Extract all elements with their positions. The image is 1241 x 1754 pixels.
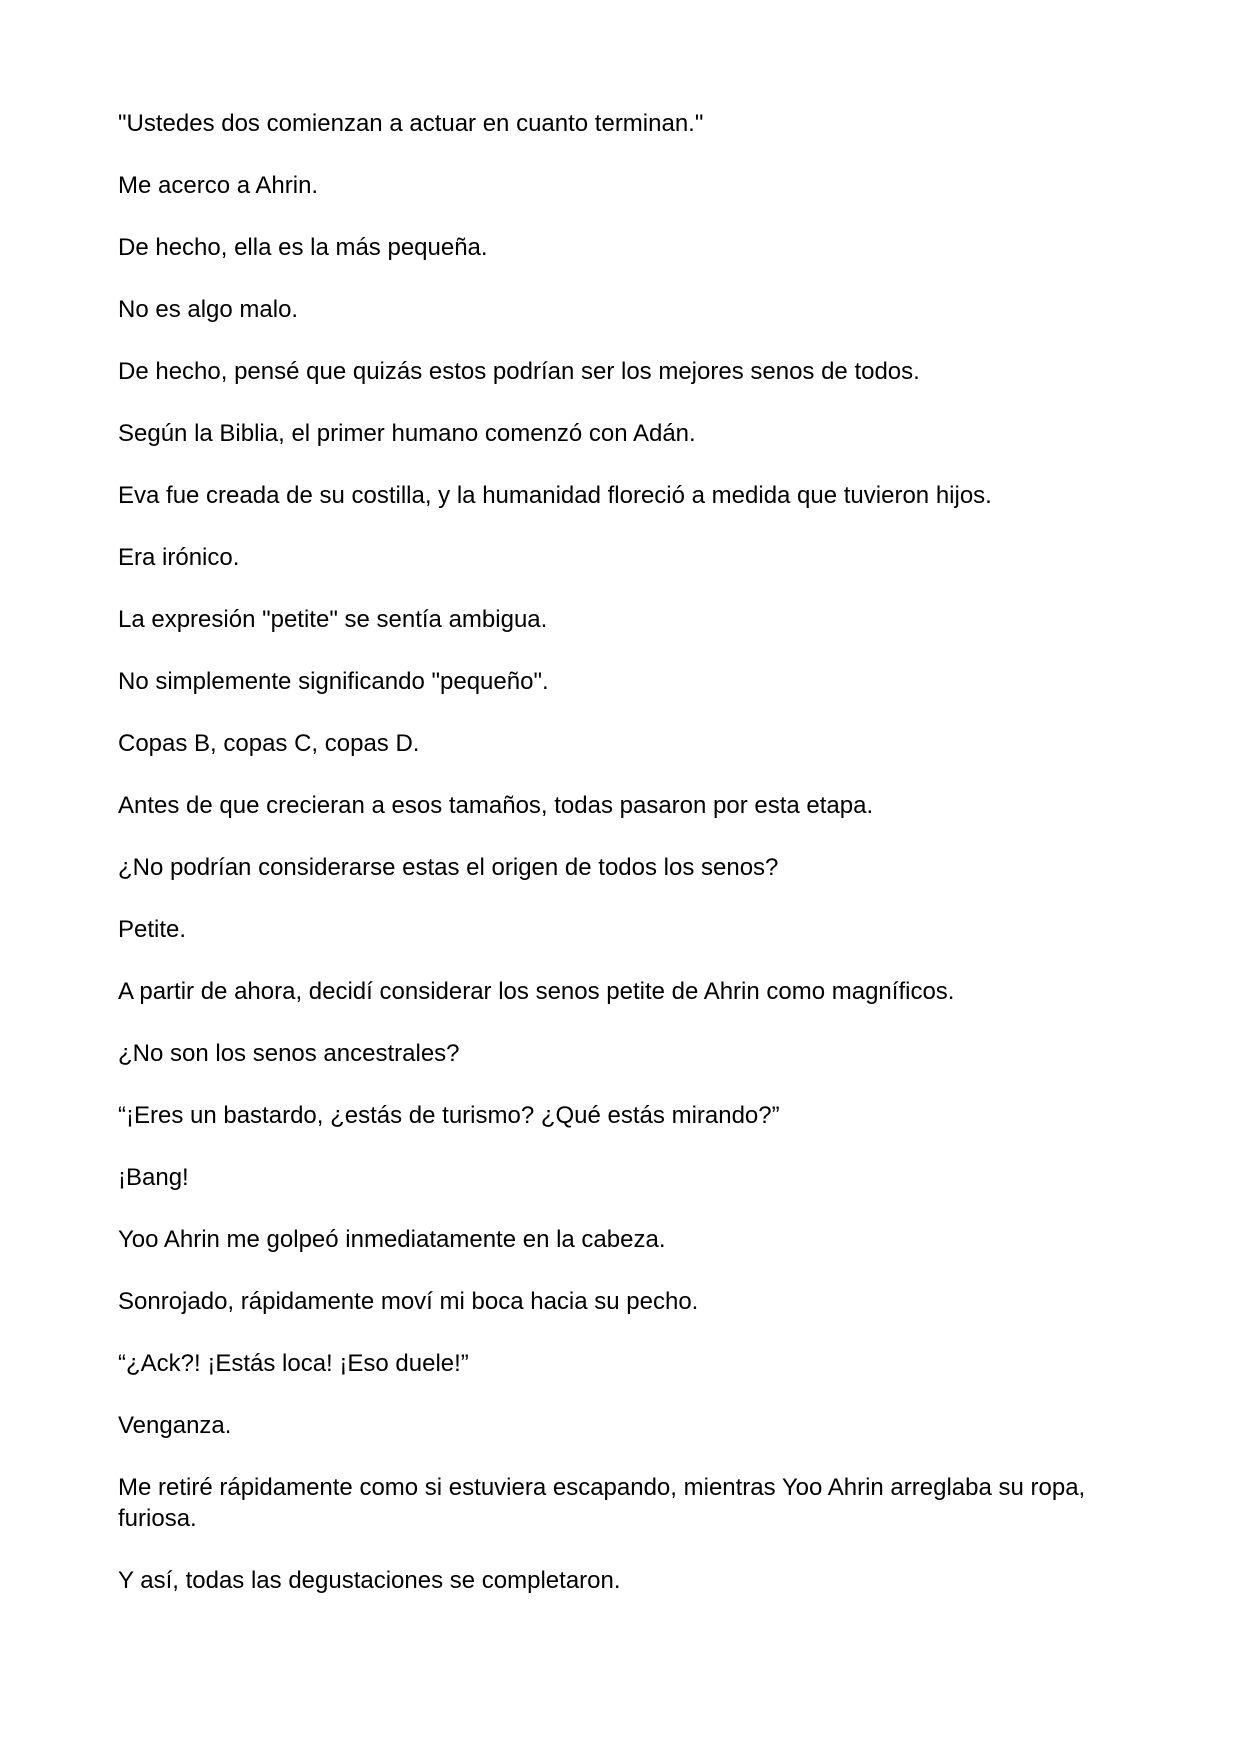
paragraph: De hecho, pensé que quizás estos podrían ser los mejores senos de todos.: [118, 358, 920, 385]
paragraph: A partir de ahora, decidí considerar los senos petite de Ahrin como magníficos.: [118, 978, 955, 1005]
paragraph: No simplemente significando "pequeño".: [118, 668, 549, 695]
document-body: [118, 108, 1128, 1596]
paragraph: La expresión "petite" se sentía ambigua.: [118, 606, 548, 633]
paragraph: No es algo malo.: [118, 296, 299, 323]
paragraph: Eva fue creada de su costilla, y la humanidad floreció a medida que tuvieron hijos.: [118, 482, 992, 509]
paragraph: ¡Bang!: [118, 1164, 189, 1191]
paragraph: Y así, todas las degustaciones se completaron.: [118, 1567, 621, 1594]
paragraph: ¿No podrían considerarse estas el origen de todos los senos?: [118, 854, 779, 881]
paragraph: Copas B, copas C, copas D.: [118, 730, 420, 757]
paragraph: Sonrojado, rápidamente moví mi boca hacia su pecho.: [118, 1288, 699, 1315]
paragraph: “¡Eres un bastardo, ¿estás de turismo? ¿Qué estás mirando?”: [118, 1102, 780, 1129]
paragraph: Era irónico.: [118, 544, 240, 571]
paragraph: Petite.: [118, 916, 187, 943]
paragraph: Me retiré rápidamente como si estuviera escapando, mientras Yoo Ahrin arreglaba su ropa, furiosa.: [118, 1474, 1086, 1532]
paragraph: ¿No son los senos ancestrales?: [118, 1040, 460, 1067]
paragraph: De hecho, ella es la más pequeña.: [118, 234, 488, 261]
paragraph: Según la Biblia, el primer humano comenzó con Adán.: [118, 420, 696, 447]
paragraph: "Ustedes dos comienzan a actuar en cuanto terminan.": [118, 110, 704, 137]
paragraph: Antes de que crecieran a esos tamaños, todas pasaron por esta etapa.: [118, 792, 874, 819]
paragraph: Me acerco a Ahrin.: [118, 172, 319, 199]
paragraph: Venganza.: [118, 1412, 232, 1439]
paragraph: Yoo Ahrin me golpeó inmediatamente en la cabeza.: [118, 1226, 666, 1253]
paragraph: “¿Ack?! ¡Estás loca! ¡Eso duele!”: [118, 1350, 469, 1377]
